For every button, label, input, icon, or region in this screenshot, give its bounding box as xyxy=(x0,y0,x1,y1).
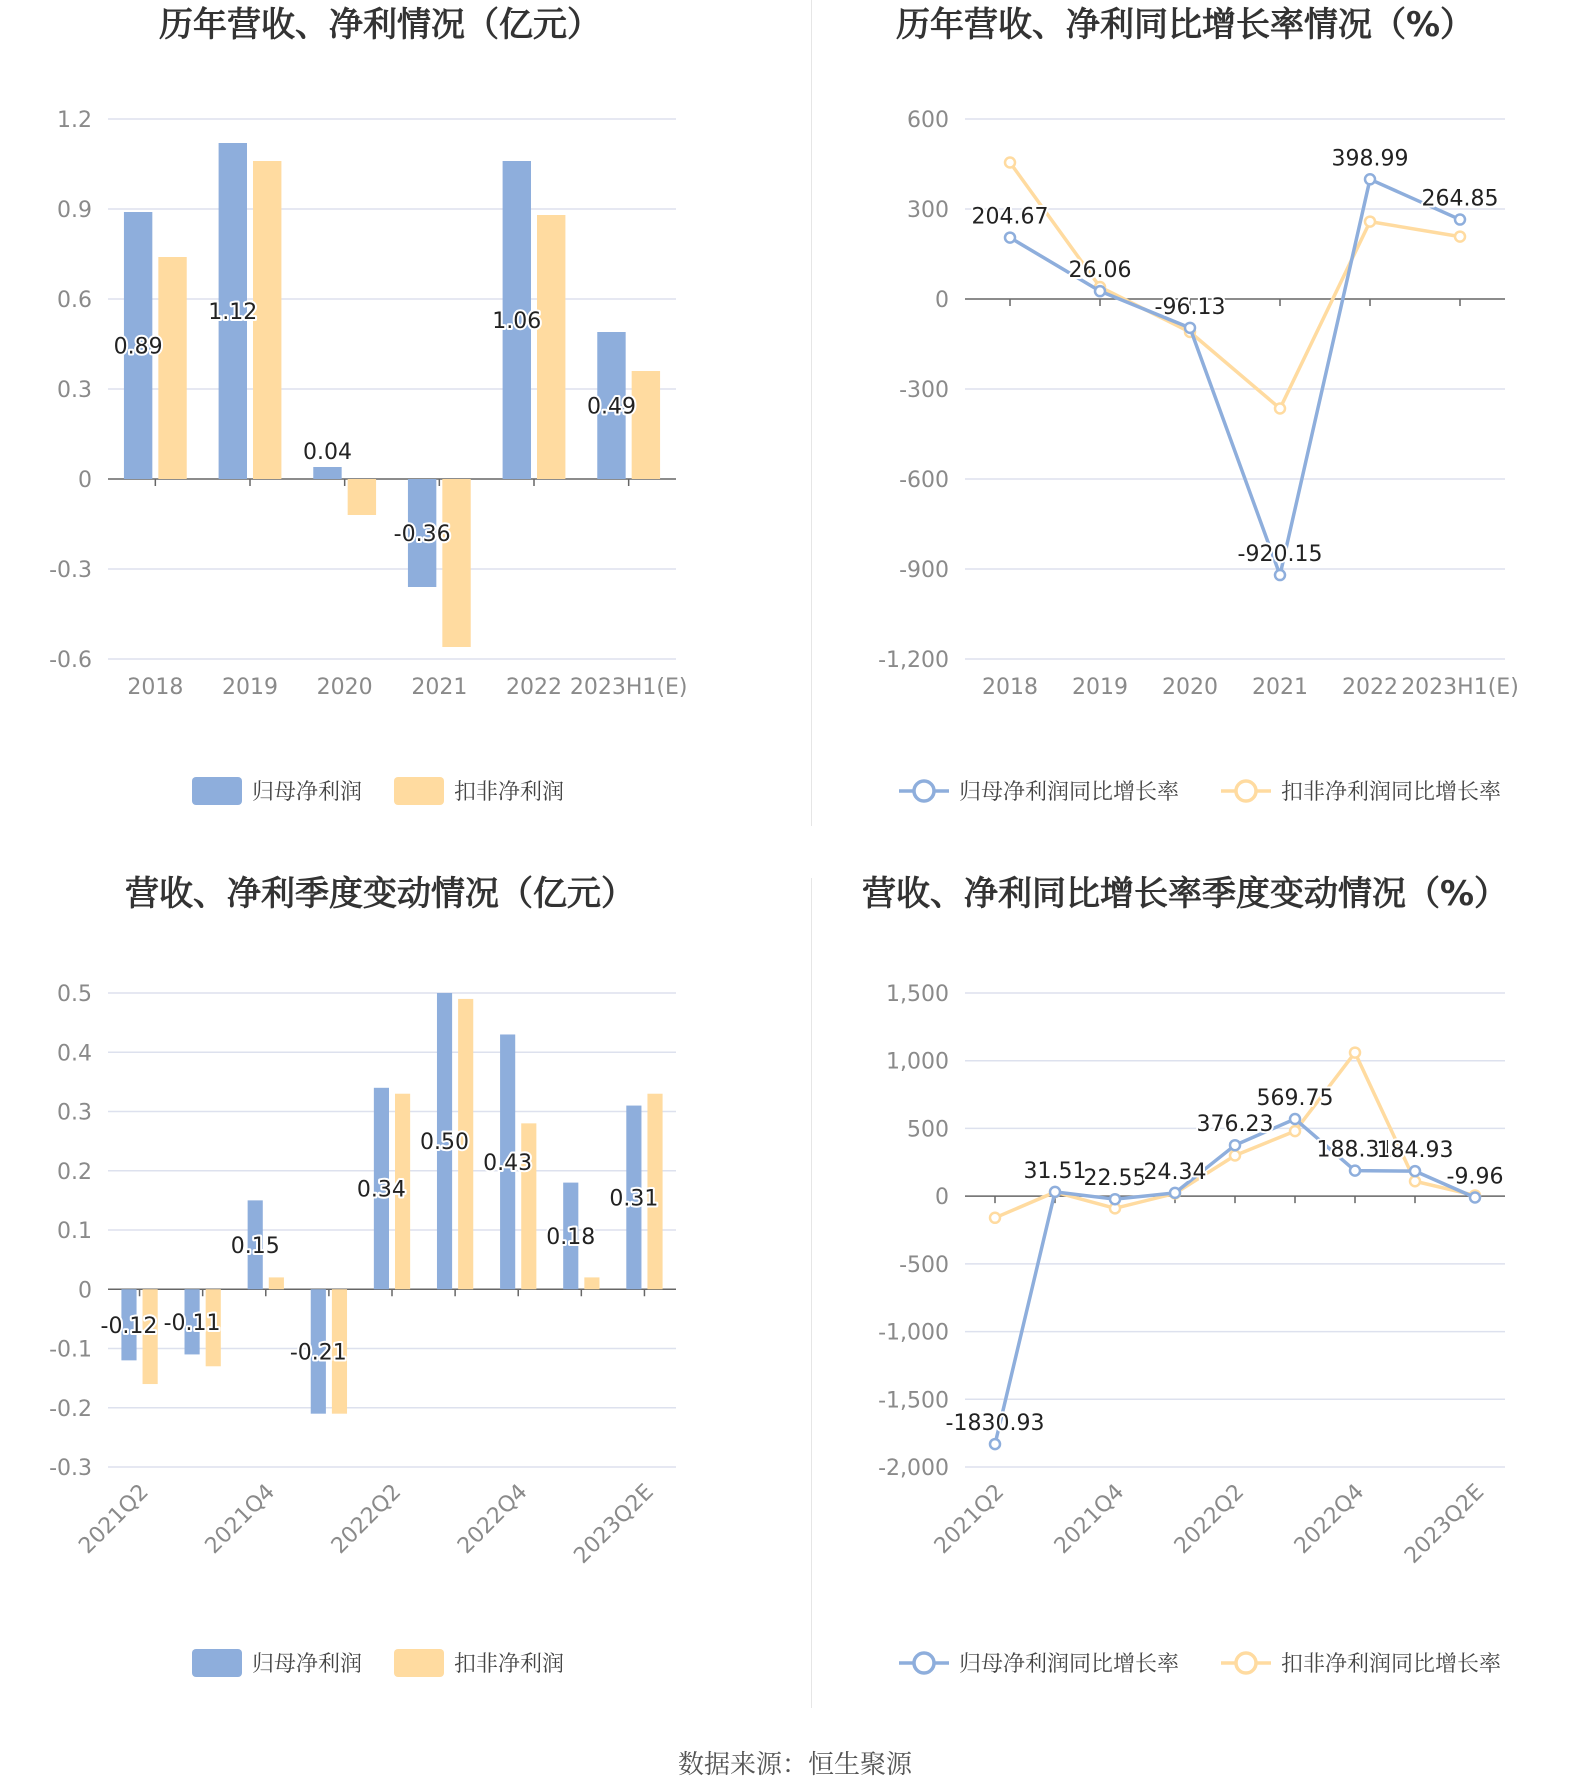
y-tick-label: -0.3 xyxy=(49,558,92,583)
y-tick-label: -2,000 xyxy=(878,1456,949,1481)
y-tick-label: 0 xyxy=(935,1185,949,1211)
legend-swatch xyxy=(192,777,242,805)
x-tick-label: 2023Q2E xyxy=(569,1479,659,1569)
chart-title: 历年营收、净利情况（亿元） xyxy=(159,5,601,45)
point-data-label: 184.93 xyxy=(1376,1138,1454,1164)
y-tick-label: -0.2 xyxy=(49,1396,92,1422)
x-tick-label: 2022 xyxy=(1342,675,1398,700)
series-point xyxy=(990,1439,1000,1449)
y-tick-label: -1,200 xyxy=(878,648,949,673)
y-tick-label: 500 xyxy=(907,1117,949,1143)
series-point xyxy=(1470,1192,1480,1202)
point-data-label: 264.85 xyxy=(1421,186,1499,212)
x-tick-label: 2021 xyxy=(411,675,468,700)
quarterly-growth-line-chart xyxy=(795,860,1590,1720)
chart-panel-quarterly-profit xyxy=(0,860,795,1720)
quarterly-profit-bar-chart xyxy=(0,860,795,1720)
vertical-divider-top xyxy=(811,0,812,826)
legend-label: 归母净利润同比增长率 xyxy=(959,780,1180,805)
point-data-label: 376.23 xyxy=(1196,1112,1274,1138)
legend-label: 扣非净利润同比增长率 xyxy=(1281,1652,1502,1677)
bar-data-label: 0.34 xyxy=(356,1177,406,1203)
bar-deducted-net-profit xyxy=(537,215,565,479)
x-tick-label: 2021Q2 xyxy=(74,1479,154,1559)
legend-marker xyxy=(914,1653,934,1673)
series-point xyxy=(1350,1166,1360,1176)
y-tick-label: 0.3 xyxy=(57,1100,92,1126)
y-tick-label: 0 xyxy=(78,468,92,493)
bar-parent-net-profit xyxy=(313,467,341,479)
bar-deducted-net-profit xyxy=(158,257,186,479)
series-point xyxy=(1230,1151,1240,1161)
y-tick-label: -600 xyxy=(899,468,949,493)
x-tick-label: 2023Q2E xyxy=(1400,1479,1490,1569)
series-point xyxy=(1455,215,1465,225)
series-point xyxy=(1185,323,1195,333)
bar-data-label: 0.49 xyxy=(586,394,636,420)
y-tick-label: -0.1 xyxy=(49,1337,92,1363)
y-tick-label: -900 xyxy=(899,558,949,583)
point-data-label: 398.99 xyxy=(1331,146,1409,172)
y-tick-label: 0.6 xyxy=(57,288,92,313)
x-tick-label: 2018 xyxy=(127,675,184,700)
bar-data-label: 1.12 xyxy=(208,300,258,325)
bar-data-label: 0.18 xyxy=(546,1224,596,1250)
series-point xyxy=(1095,286,1105,296)
legend-marker xyxy=(1236,1653,1256,1673)
bar-deducted-net-profit xyxy=(632,371,660,479)
bar-deducted-net-profit xyxy=(269,1277,284,1289)
annual-growth-line-chart xyxy=(795,0,1590,860)
chart-title: 营收、净利同比增长率季度变动情况（%） xyxy=(861,874,1509,914)
series-point xyxy=(1005,233,1015,243)
y-tick-label: 0.3 xyxy=(57,378,92,403)
series-point xyxy=(1230,1140,1240,1150)
legend-marker xyxy=(914,781,934,801)
x-tick-label: 2021Q2 xyxy=(929,1479,1010,1559)
y-tick-label: 0.4 xyxy=(57,1041,92,1067)
point-data-label: -1830.93 xyxy=(945,1411,1045,1437)
point-data-label: 569.75 xyxy=(1256,1085,1334,1111)
series-point xyxy=(1455,232,1465,242)
chart-title: 历年营收、净利同比增长率情况（%） xyxy=(895,5,1475,45)
y-tick-label: -0.6 xyxy=(49,648,92,673)
series-point xyxy=(1110,1194,1120,1204)
legend-swatch xyxy=(394,1649,444,1677)
y-tick-label: 1,000 xyxy=(886,1049,949,1075)
chart-title: 营收、净利季度变动情况（亿元） xyxy=(125,874,635,914)
x-tick-label: 2021Q4 xyxy=(200,1479,281,1559)
y-tick-label: 0.1 xyxy=(57,1219,92,1244)
y-tick-label: 0 xyxy=(78,1278,92,1304)
chart-panel-annual-profit xyxy=(0,0,795,860)
bar-deducted-net-profit xyxy=(442,479,470,647)
x-tick-label: 2020 xyxy=(316,675,373,700)
x-tick-label: 2021Q4 xyxy=(1049,1479,1130,1559)
series-point xyxy=(1275,404,1285,414)
y-tick-label: 0.9 xyxy=(57,198,92,223)
bar-data-label: -0.36 xyxy=(393,522,451,547)
bar-data-label: -0.21 xyxy=(289,1340,347,1366)
point-data-label: 188.31 xyxy=(1316,1137,1394,1163)
x-tick-label: 2023H1(E) xyxy=(569,675,688,700)
x-tick-label: 2018 xyxy=(982,675,1038,700)
x-tick-label: 2023H1(E) xyxy=(1401,675,1519,700)
point-data-label: 22.55 xyxy=(1083,1166,1147,1192)
bar-deducted-net-profit xyxy=(584,1277,599,1289)
y-tick-label: 0 xyxy=(935,288,949,313)
bar-deducted-net-profit xyxy=(348,479,376,515)
point-data-label: -96.13 xyxy=(1154,294,1226,320)
legend-label: 归母净利润 xyxy=(252,1652,363,1677)
chart-panel-quarterly-growth xyxy=(795,860,1590,1720)
vertical-divider-bottom xyxy=(811,878,812,1708)
bar-data-label: 0.89 xyxy=(113,334,163,360)
y-tick-label: 300 xyxy=(907,198,949,223)
series-point xyxy=(1050,1187,1060,1197)
x-tick-label: 2022Q4 xyxy=(1289,1479,1370,1559)
x-tick-label: 2019 xyxy=(222,675,278,700)
series-point xyxy=(1170,1188,1180,1198)
x-tick-label: 2021 xyxy=(1252,675,1308,700)
y-tick-label: -1,000 xyxy=(878,1320,949,1346)
point-data-label: 31.51 xyxy=(1023,1158,1087,1184)
point-data-label: 204.67 xyxy=(971,204,1049,230)
chart-panel-annual-growth xyxy=(795,0,1590,860)
legend-label: 归母净利润同比增长率 xyxy=(959,1652,1180,1677)
series-point xyxy=(1290,1114,1300,1124)
y-tick-label: 0.2 xyxy=(57,1159,92,1185)
y-tick-label: -500 xyxy=(899,1252,949,1278)
bar-data-label: 0.31 xyxy=(609,1186,659,1212)
point-data-label: -920.15 xyxy=(1237,542,1323,568)
data-source-note: 数据来源：恒生聚源 xyxy=(677,1750,912,1780)
series-point xyxy=(1365,217,1375,227)
bar-data-label: 0.04 xyxy=(302,440,352,465)
series-point xyxy=(1410,1176,1420,1186)
point-data-label: -9.96 xyxy=(1446,1164,1504,1190)
y-tick-label: 0.5 xyxy=(57,982,92,1007)
y-tick-label: -0.3 xyxy=(49,1456,92,1481)
y-tick-label: 1.2 xyxy=(57,108,92,133)
x-tick-label: 2022Q2 xyxy=(1169,1479,1250,1559)
point-data-label: 26.06 xyxy=(1068,258,1132,284)
x-tick-label: 2020 xyxy=(1162,675,1218,700)
legend-label: 扣非净利润 xyxy=(454,780,565,805)
series-point xyxy=(990,1213,1000,1223)
legend-marker xyxy=(1236,781,1256,801)
y-tick-label: -300 xyxy=(899,378,949,403)
y-tick-label: 1,500 xyxy=(886,982,949,1007)
series-point xyxy=(1410,1166,1420,1176)
series-point xyxy=(1365,174,1375,184)
legend-label: 扣非净利润 xyxy=(454,1652,565,1677)
series-line-parent-growth xyxy=(1010,179,1460,575)
bar-data-label: -0.12 xyxy=(100,1313,158,1339)
series-point xyxy=(1350,1048,1360,1058)
point-data-label: 24.34 xyxy=(1143,1159,1207,1185)
series-line-deducted-growth xyxy=(1010,163,1460,409)
bar-data-label: 0.50 xyxy=(420,1130,470,1156)
x-tick-label: 2022Q4 xyxy=(453,1479,533,1559)
bar-data-label: 0.43 xyxy=(483,1150,533,1176)
bar-data-label: 0.15 xyxy=(230,1233,280,1259)
y-tick-label: 600 xyxy=(907,108,949,133)
legend-label: 扣非净利润同比增长率 xyxy=(1281,780,1502,805)
y-tick-label: -1,500 xyxy=(878,1388,949,1414)
series-point xyxy=(1290,1126,1300,1136)
bar-data-label: 1.06 xyxy=(492,309,542,334)
legend-swatch xyxy=(394,777,444,805)
bar-data-label: -0.11 xyxy=(163,1310,221,1336)
legend-swatch xyxy=(192,1649,242,1677)
x-tick-label: 2019 xyxy=(1072,675,1128,700)
annual-profit-bar-chart xyxy=(0,0,795,860)
series-point xyxy=(1005,158,1015,168)
x-tick-label: 2022 xyxy=(506,675,562,700)
x-tick-label: 2022Q2 xyxy=(326,1479,407,1559)
series-point xyxy=(1275,570,1285,580)
bar-deducted-net-profit xyxy=(521,1123,536,1289)
legend-label: 归母净利润 xyxy=(252,780,363,805)
